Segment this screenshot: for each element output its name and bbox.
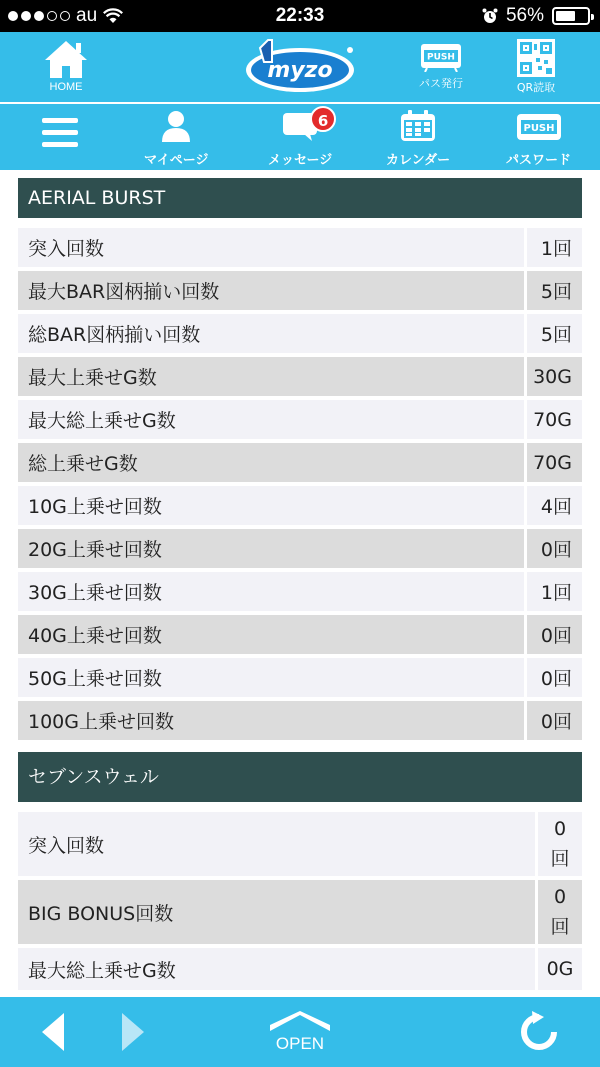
alarm-icon <box>482 8 498 24</box>
row-value-number: 0G <box>546 958 574 980</box>
row-value <box>538 880 582 944</box>
row-value: 70G <box>527 443 582 482</box>
row-label: 最大総上乗せG数 <box>18 948 535 990</box>
row-value-unit: 回 <box>550 916 570 938</box>
row-label: 30G上乗せ回数 <box>18 572 524 611</box>
app-header <box>0 32 600 102</box>
table-row <box>18 572 582 611</box>
pass-label: パス発行 <box>419 77 463 90</box>
aerial-burst-table <box>18 228 582 740</box>
table-row <box>18 486 582 525</box>
nav-message[interactable] <box>268 110 332 168</box>
row-value: 1回 <box>527 572 582 611</box>
status-right <box>482 5 590 27</box>
nav-password-label: パスワード <box>506 153 572 168</box>
home-button[interactable] <box>40 38 92 93</box>
table-row <box>18 701 582 740</box>
row-label: 総BAR図柄揃い回数 <box>18 314 524 353</box>
qr-scan-button[interactable] <box>506 38 566 95</box>
nav-password[interactable] <box>506 110 571 168</box>
table-row <box>18 529 582 568</box>
table-row <box>18 812 582 876</box>
row-label: 突入回数 <box>18 228 524 267</box>
person-icon <box>161 110 191 142</box>
row-label: 最大上乗せG数 <box>18 357 524 396</box>
row-value-number: 0 <box>553 886 567 908</box>
row-label: 10G上乗せ回数 <box>18 486 524 525</box>
row-value: 1回 <box>527 228 582 267</box>
table-row <box>18 443 582 482</box>
home-icon <box>43 38 89 80</box>
nav-calendar-label: カレンダー <box>386 153 451 168</box>
content-scroll-area[interactable] <box>0 170 600 997</box>
row-label: 突入回数 <box>18 812 535 876</box>
clock: 22:33 <box>275 5 325 26</box>
refresh-icon[interactable] <box>518 1011 560 1053</box>
battery-icon <box>552 7 590 25</box>
back-arrow-icon[interactable] <box>40 1011 66 1053</box>
row-value: 30G <box>527 357 582 396</box>
logo-text: myzo <box>267 58 333 83</box>
row-label: 総上乗せG数 <box>18 443 524 482</box>
main-nav <box>0 104 600 170</box>
row-label: 最大BAR図柄揃い回数 <box>18 271 524 310</box>
push-card-icon <box>419 42 463 72</box>
menu-icon <box>42 116 78 150</box>
message-badge: 6 <box>310 106 336 132</box>
table-row <box>18 314 582 353</box>
table-row <box>18 228 582 267</box>
table-row <box>18 615 582 654</box>
row-value-unit: 回 <box>550 848 570 870</box>
calendar-icon <box>400 110 436 142</box>
forward-arrow-icon[interactable] <box>120 1011 146 1053</box>
table-row <box>18 400 582 439</box>
open-chevron-icon <box>268 1011 332 1033</box>
row-value: 5回 <box>527 271 582 310</box>
nav-mypage[interactable] <box>144 110 208 168</box>
section-title-aerial-burst: AERIAL BURST <box>18 178 582 218</box>
nav-menu[interactable] <box>42 116 78 154</box>
row-value: 70G <box>527 400 582 439</box>
table-row <box>18 271 582 310</box>
home-label: HOME <box>49 81 83 93</box>
battery-percent: 56% <box>505 5 544 26</box>
section-title-sevens-well: セブンスウェル <box>18 752 582 802</box>
row-label: 最大総上乗せG数 <box>18 400 524 439</box>
row-value: 0回 <box>527 701 582 740</box>
nav-calendar[interactable] <box>386 110 450 168</box>
push-icon <box>515 110 563 142</box>
open-label: OPEN <box>275 1034 325 1053</box>
row-value: 0回 <box>527 615 582 654</box>
table-row <box>18 880 582 944</box>
row-value: 4回 <box>527 486 582 525</box>
status-bar <box>0 0 600 32</box>
row-label: BIG BONUS回数 <box>18 880 535 944</box>
row-value <box>538 812 582 876</box>
pass-issue-button[interactable] <box>410 42 472 91</box>
brand-logo[interactable] <box>242 38 358 96</box>
carrier-label: au <box>76 5 98 26</box>
row-value: 5回 <box>527 314 582 353</box>
sevens-well-table <box>18 812 582 990</box>
table-row <box>18 357 582 396</box>
row-label: 100G上乗せ回数 <box>18 701 524 740</box>
qr-code-icon <box>516 38 556 78</box>
row-value: 0回 <box>527 529 582 568</box>
pass-icon-text: PUSH <box>427 52 455 63</box>
bottom-toolbar <box>0 997 600 1067</box>
row-value: 0回 <box>527 658 582 697</box>
row-label: 40G上乗せ回数 <box>18 615 524 654</box>
table-row <box>18 658 582 697</box>
row-label: 50G上乗せ回数 <box>18 658 524 697</box>
row-value-number: 0 <box>553 818 567 840</box>
nav-push-icon-text: PUSH <box>522 123 555 134</box>
open-button[interactable] <box>268 1011 332 1054</box>
row-value <box>538 948 582 990</box>
row-label: 20G上乗せ回数 <box>18 529 524 568</box>
nav-message-label: メッセージ <box>268 153 333 168</box>
qr-label: QR読取 <box>516 81 556 94</box>
nav-mypage-label: マイページ <box>144 153 209 168</box>
table-row <box>18 948 582 990</box>
logo-graphic <box>242 38 358 96</box>
